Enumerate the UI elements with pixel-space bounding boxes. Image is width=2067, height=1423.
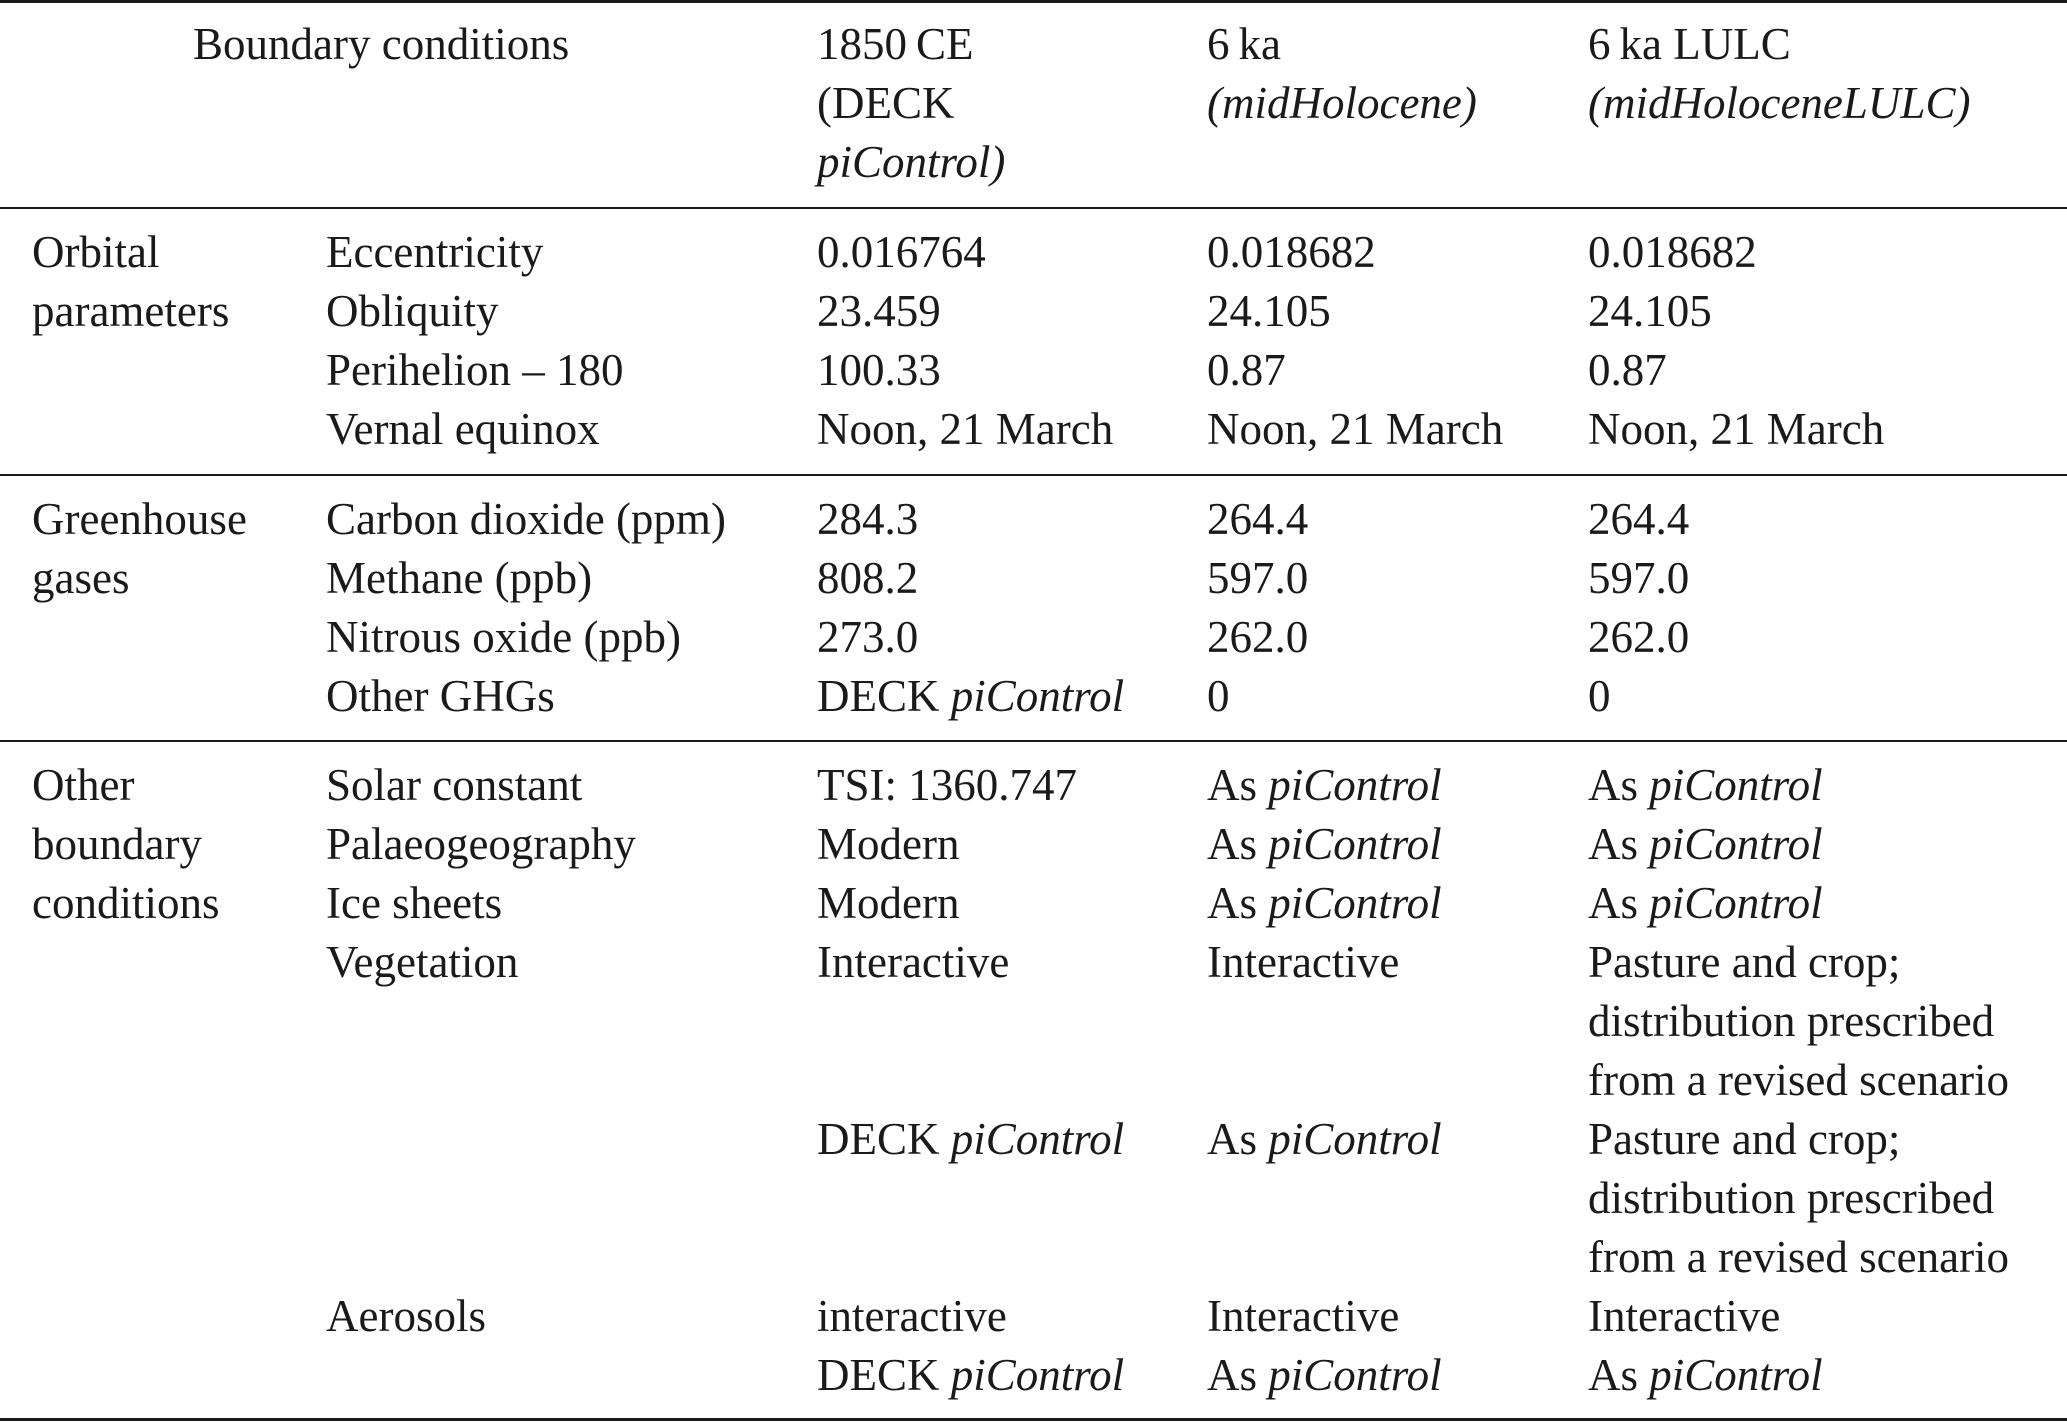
value-midholocene-lulc: As piControl — [1588, 878, 1823, 928]
value-picontrol: 284.3 — [817, 494, 919, 544]
value-picontrol: 273.0 — [817, 612, 919, 662]
value-midholocene: As piControl — [1207, 760, 1442, 810]
param-label: Methane (ppb) — [326, 553, 593, 603]
value-picontrol: Interactive — [817, 937, 1010, 987]
header-lulc-line-2: (midHoloceneLULC) — [1588, 78, 1971, 128]
param-label: Vernal equinox — [326, 404, 600, 454]
value-midholocene: 24.105 — [1207, 286, 1331, 336]
value-picontrol: Modern — [817, 878, 960, 928]
value-midholocene-lulc: 24.105 — [1588, 286, 1712, 336]
header-mh-line-2: (midHolocene) — [1207, 78, 1477, 128]
group-label-other-3: conditions — [32, 878, 220, 928]
value-midholocene-lulc: from a revised scenario — [1588, 1232, 2010, 1282]
param-label: Perihelion – 180 — [326, 345, 624, 395]
value-midholocene: Noon, 21 March — [1207, 404, 1504, 454]
value-midholocene: 0 — [1207, 671, 1230, 721]
value-picontrol: 0.016764 — [817, 227, 986, 277]
value-midholocene: 597.0 — [1207, 553, 1309, 603]
value-picontrol: interactive — [817, 1291, 1007, 1341]
value-midholocene-lulc: from a revised scenario — [1588, 1055, 2010, 1105]
header-mh-line-1: 6 ka — [1207, 19, 1281, 69]
value-midholocene-lulc: 264.4 — [1588, 494, 1690, 544]
value-midholocene: 0.018682 — [1207, 227, 1376, 277]
bottom-rule — [0, 1418, 2067, 1421]
value-midholocene-lulc: distribution prescribed — [1588, 1173, 1995, 1223]
param-label: Palaeogeography — [326, 819, 636, 869]
value-midholocene: As piControl — [1207, 878, 1442, 928]
group-label-greenhouse-2: gases — [32, 553, 130, 603]
value-midholocene-lulc: As piControl — [1588, 760, 1823, 810]
param-label: Aerosols — [326, 1291, 486, 1341]
section-rule — [0, 474, 2067, 476]
value-picontrol: 100.33 — [817, 345, 941, 395]
param-label: Eccentricity — [326, 227, 544, 277]
value-midholocene: Interactive — [1207, 937, 1400, 987]
param-label: Solar constant — [326, 760, 583, 810]
value-midholocene-lulc: Pasture and crop; — [1588, 1114, 1901, 1164]
header-pi-line-3: piControl) — [817, 137, 1006, 187]
param-label: Ice sheets — [326, 878, 503, 928]
value-midholocene-lulc: Noon, 21 March — [1588, 404, 1885, 454]
value-picontrol: Noon, 21 March — [817, 404, 1114, 454]
value-picontrol: 808.2 — [817, 553, 919, 603]
value-midholocene: As piControl — [1207, 1114, 1442, 1164]
value-midholocene-lulc: Interactive — [1588, 1291, 1781, 1341]
header-pi-line-2: (DECK — [817, 78, 955, 128]
value-midholocene-lulc: As piControl — [1588, 1350, 1823, 1400]
section-rule — [0, 740, 2067, 742]
value-midholocene: 264.4 — [1207, 494, 1309, 544]
value-midholocene-lulc: 0 — [1588, 671, 1611, 721]
value-midholocene: 262.0 — [1207, 612, 1309, 662]
group-label-greenhouse-1: Greenhouse — [32, 494, 247, 544]
param-label: Other GHGs — [326, 671, 555, 721]
header-lulc-line-1: 6 ka LULC — [1588, 19, 1791, 69]
header-rule — [0, 207, 2067, 209]
value-picontrol: DECK piControl — [817, 671, 1125, 721]
value-midholocene-lulc: 0.018682 — [1588, 227, 1757, 277]
value-midholocene: 0.87 — [1207, 345, 1286, 395]
value-midholocene: As piControl — [1207, 1350, 1442, 1400]
param-label: Nitrous oxide (ppb) — [326, 612, 681, 662]
group-label-other-1: Other — [32, 760, 135, 810]
value-picontrol: TSI: 1360.747 — [817, 760, 1078, 810]
value-picontrol: Modern — [817, 819, 960, 869]
value-picontrol: DECK piControl — [817, 1350, 1125, 1400]
group-label-other-2: boundary — [32, 819, 202, 869]
value-picontrol: 23.459 — [817, 286, 941, 336]
value-midholocene-lulc: 597.0 — [1588, 553, 1690, 603]
value-midholocene-lulc: Pasture and crop; — [1588, 937, 1901, 987]
param-label: Obliquity — [326, 286, 499, 336]
value-midholocene-lulc: distribution prescribed — [1588, 996, 1995, 1046]
group-label-orbital-2: parameters — [32, 286, 230, 336]
value-midholocene: Interactive — [1207, 1291, 1400, 1341]
value-midholocene: As piControl — [1207, 819, 1442, 869]
value-midholocene-lulc: 0.87 — [1588, 345, 1667, 395]
value-picontrol: DECK piControl — [817, 1114, 1125, 1164]
value-midholocene-lulc: 262.0 — [1588, 612, 1690, 662]
value-midholocene-lulc: As piControl — [1588, 819, 1823, 869]
header-pi-line-1: 1850 CE — [817, 19, 974, 69]
top-rule — [0, 0, 2067, 3]
param-label: Vegetation — [326, 937, 519, 987]
header-boundary-conditions: Boundary conditions — [193, 19, 570, 69]
group-label-orbital-1: Orbital — [32, 227, 160, 277]
param-label: Carbon dioxide (ppm) — [326, 494, 726, 544]
